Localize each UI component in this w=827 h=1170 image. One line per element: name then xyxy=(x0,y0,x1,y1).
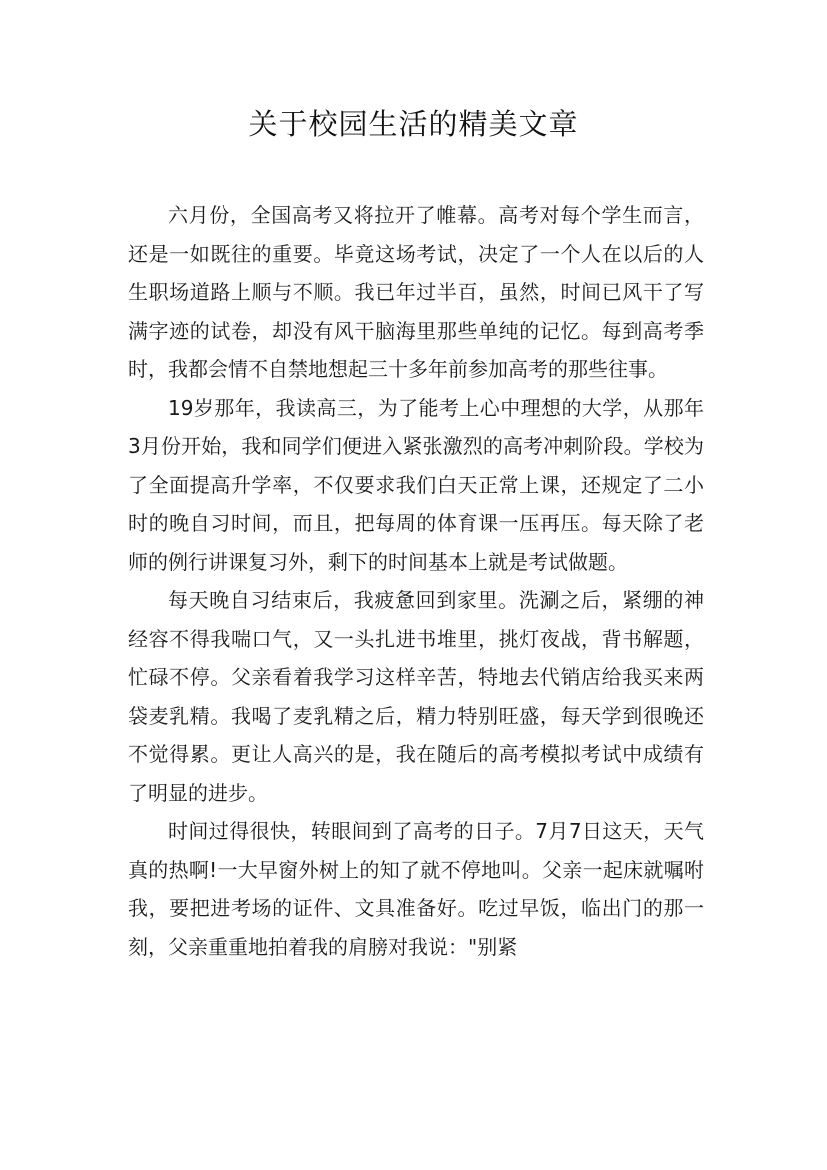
paragraph-3: 每天晚自习结束后，我疲惫回到家里。洗涮之后，紧绷的神经容不得我喘口气，又一头扎进书堆里，挑灯夜战，背书解题，忙碌不停。父亲看着我学习这样辛苦，特地去代销店给我买来两袋麦乳精。我喝了麦乳精之后，精力特别旺盛，每天学到很晚还不觉得累。更让人高兴的是，我在随后的高考模拟考试中成绩有了明显的进步。 xyxy=(128,588,704,805)
document-body xyxy=(128,196,704,966)
paragraph-4: 时间过得很快，转眼间到了高考的日子。7月7日这天，天气真的热啊!一大早窗外树上的知了就不停地叫。父亲一起床就嘱咐我，要把进考场的证件、文具准备好。吃过早饭，临出门的那一刻，父亲重重地拍着我的肩膀对我说："别紧 xyxy=(128,819,704,959)
document-title: 关于校园生活的精美文章 xyxy=(248,107,579,141)
paragraph-1: 六月份，全国高考又将拉开了帷幕。高考对每个学生而言，还是一如既往的重要。毕竟这场考试，决定了一个人在以后的人生职场道路上顺与不顺。我已年过半百，虽然，时间已风干了写满字迹的试卷，却没有风干脑海里那些单纯的记忆。每到高考季时，我都会情不自禁地想起三十多年前参加高考的那些往事。 xyxy=(128,203,704,381)
paragraph-2: 19岁那年，我读高三，为了能考上心中理想的大学，从那年3月份开始，我和同学们便进入紧张激烈的高考冲刺阶段。学校为了全面提高升学率，不仅要求我们白天正常上课，还规定了二小时的晚自习时间，而且，把每周的体育课一压再压。每天除了老师的例行讲课复习外，剩下的时间基本上就是考试做题。 xyxy=(128,395,704,574)
